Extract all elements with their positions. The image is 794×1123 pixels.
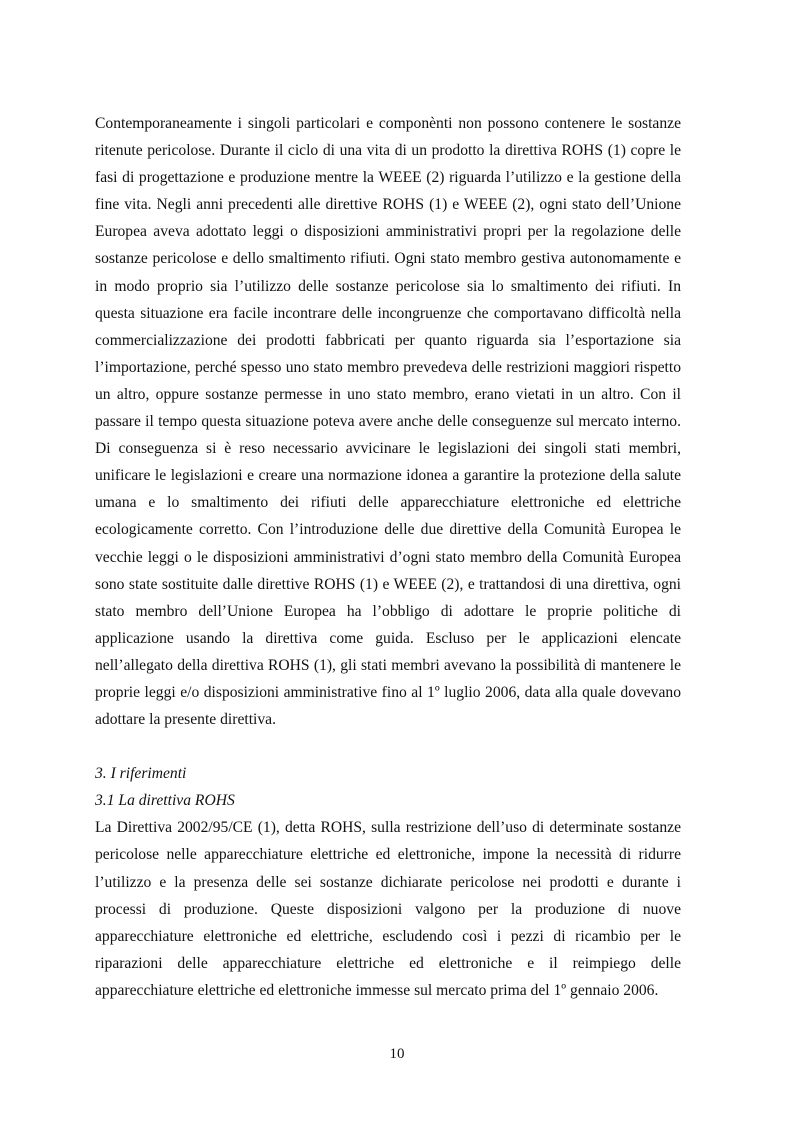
paragraph-spacer (95, 733, 681, 760)
section-heading: 3. I riferimenti (95, 765, 187, 783)
body-paragraph-2: La Direttiva 2002/95/CE (1), detta ROHS, sulla restrizione dell’uso di determinate sostanze pericolose nelle apparecchiature elettriche ed elettroniche, impone la necessità di ridurre l’utilizzo e la presenza delle sei sostanze dichiarate pericolose nei prodotti e durante i processi di produzione. Queste disposizioni valgono per la produzione di nuove apparecchiature elettroniche ed elettriche, escludendo così i pezzi di ricambio per le riparazioni delle apparecchiature elettriche ed elettroniche e il reimpiego delle apparecchiature elettriche ed elettroniche immesse sul mercato prima del 1º gennaio 2006. (95, 819, 681, 999)
subsection-heading: 3.1 La direttiva ROHS (95, 792, 235, 810)
page-number: 10 (389, 1046, 405, 1062)
body-paragraph-1: Contemporaneamente i singoli particolari e componènti non possono contenere le sostanze ritenute pericolose. Durante il ciclo di una vita di un prodotto la direttiva ROHS (1) copre le fasi di progettazione e produzione mentre la WEEE (2) riguarda l’utilizzo e la gestione della fine vita. Negli anni precedenti alle direttive ROHS (1) e WEEE (2), ogni stato dell’Unione Europea aveva adottato leggi o disposizioni amministrativi propri per la regolazione delle sostanze pericolose e dello smaltimento rifiuti. Ogni stato membro gestiva autonomamente e in modo proprio sia l’utilizzo delle sostanze pericolose sia lo smaltimento dei rifiuti. In questa situazione era facile incontrare delle incongruenze che comportavano difficoltà nella commercializzazione dei prodotti fabbricati per quanto riguarda sia l’esportazione sia l’importazione, perché spesso uno stato membro prevedeva delle restrizioni maggiori rispetto un altro, oppure sostanze permesse in uno stato membro, erano vietati in un altro. Con il passare il tempo questa situazione poteva avere anche delle conseguenze sul mercato interno. Di conseguenza si è reso necessario avvicinare le legislazioni dei singoli stati membri, unificare le legislazioni e creare una normazione idonea a garantire la protezione della salute umana e lo smaltimento dei rifiuti delle apparecchiature elettroniche ed elettriche ecologicamente corretto. Con l’introduzione delle due direttive della Comunità Europea le vecchie leggi o le disposizioni amministrativi d’ogni stato membro della Comunità Europea sono state sostituite dalle direttive ROHS (1) e WEEE (2), e trattandosi di una direttiva, ogni stato membro dell’Unione Europea ha l’obbligo di adottare le proprie politiche di applicazione usando la direttiva come guida. Escluso per le applicazioni elencate nell’allegato della direttiva ROHS (1), gli stati membri avevano la possibilità di mantenere le proprie leggi e/o disposizioni amministrative fino al 1º luglio 2006, data alla quale dovevano adottare la presente direttiva. (95, 115, 681, 729)
page-body (95, 110, 681, 1004)
